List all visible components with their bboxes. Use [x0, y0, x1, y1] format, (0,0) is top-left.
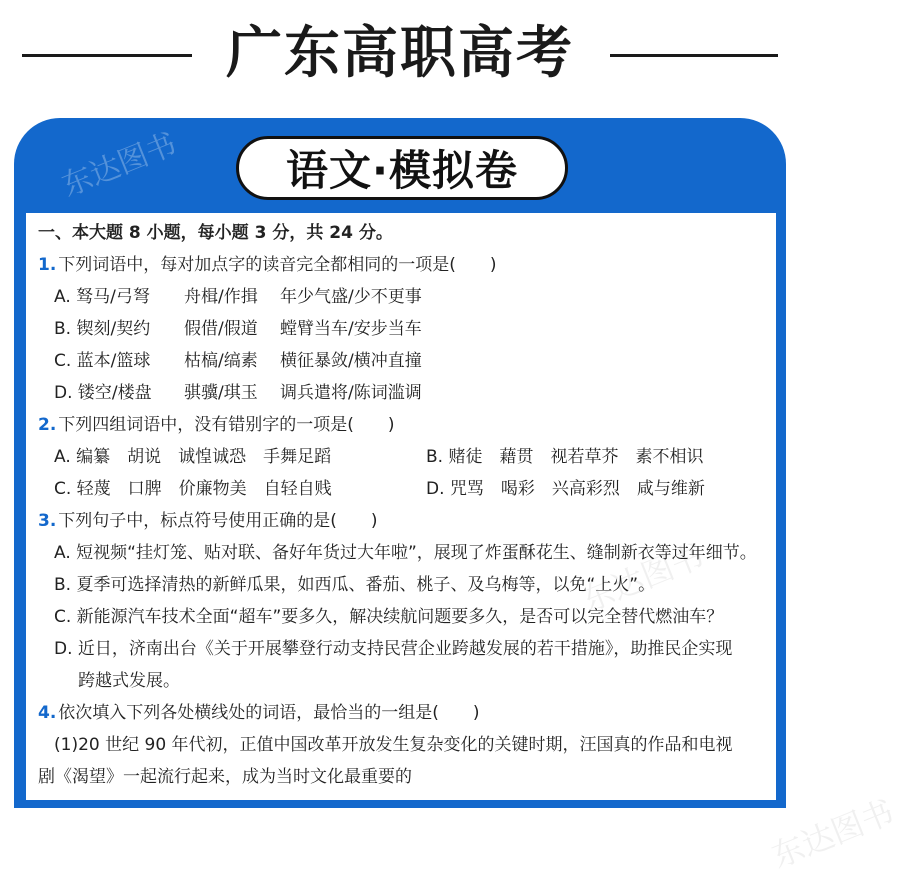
question-3-option-b: B. 夏季可选择清热的新鲜瓜果，如西瓜、番茄、桃子、及乌梅等，以免“上火”。 — [54, 575, 656, 595]
exam-type-badge — [236, 136, 568, 200]
option-cell: 调兵遣将/陈词滥调 — [280, 383, 422, 403]
option-cell: D. 咒骂 喝彩 兴高彩烈 咸与维新 — [426, 479, 705, 499]
question-4-line-1: (1)20 世纪 90 年代初，正值中国改革开放发生复杂变化的关键时期，汪国真的作品和电视 — [54, 735, 733, 755]
question-3-option-c: C. 新能源汽车技术全面“超车”要多久，解决续航问题要多久，是否可以完全替代燃油车？ — [54, 607, 724, 627]
question-2-stem — [38, 409, 774, 441]
question-content — [38, 217, 774, 793]
question-text: 下列句子中，标点符号使用正确的是( ) — [58, 511, 378, 531]
option-cell: 年少气盛/少不更事 — [280, 287, 422, 307]
exam-paper — [26, 213, 900, 876]
question-3-option-a: A. 短视频“挂灯笼、贴对联、备好年货过大年啦”，展现了炸蛋酥花生、缝制新衣等过年细节。 — [54, 543, 757, 563]
option-cell: B. 赌徒 藉贯 视若草芥 素不相识 — [426, 447, 704, 467]
question-2-options-ab — [38, 441, 774, 473]
option-cell: C. 蓝本/篮球 — [54, 351, 151, 371]
question-1-stem — [38, 249, 774, 281]
header-rule-right — [610, 54, 778, 57]
question-4-stem — [38, 697, 774, 729]
watermark: 东达图书 — [766, 792, 900, 876]
question-1-option-a — [38, 281, 774, 313]
section-heading: 一、本大题 8 小题，每小题 3 分，共 24 分。 — [38, 223, 393, 243]
question-number: 3. — [38, 511, 57, 531]
watermark: 东达图书 — [57, 126, 182, 204]
badge-label: 语文·模拟卷 — [286, 146, 518, 195]
option-cell: 横征暴敛/横冲直撞 — [280, 351, 422, 371]
option-cell: 舟楫/作揖 — [184, 287, 258, 307]
page-title: 广东高职高考 — [226, 21, 574, 86]
question-1-option-c — [38, 345, 774, 377]
watermark: 东达图书 — [576, 536, 710, 620]
question-3-option-d: D. 近日，济南出台《关于开展攀登行动支持民营企业跨越发展的若干措施》，助推民企实现 — [54, 639, 733, 659]
question-1-option-d — [38, 377, 774, 409]
question-number: 1. — [38, 255, 57, 275]
option-cell: A. 驽马/弓弩 — [54, 287, 150, 307]
option-cell: 假借/假道 — [184, 319, 258, 339]
question-text: 依次填入下列各处横线处的词语，最恰当的一组是( ) — [58, 703, 480, 723]
option-cell: A. 编纂 胡说 诚惶诚恐 手舞足蹈 — [54, 447, 332, 467]
header-rule-left — [22, 54, 192, 57]
question-1-option-b — [38, 313, 774, 345]
question-2-options-cd — [38, 473, 774, 505]
option-cell: D. 镂空/楼盘 — [54, 383, 152, 403]
question-3-option-d-cont: 跨越式发展。 — [78, 671, 180, 691]
option-cell: C. 轻蔑 口脾 价廉物美 自轻自贱 — [54, 479, 332, 499]
question-text: 下列词语中，每对加点字的读音完全都相同的一项是( ) — [58, 255, 497, 275]
question-text: 下列四组词语中，没有错别字的一项是( ) — [58, 415, 395, 435]
option-cell: B. 锲刻/契约 — [54, 319, 151, 339]
question-number: 2. — [38, 415, 57, 435]
option-cell: 枯槁/缟素 — [184, 351, 258, 371]
question-4-line-2: 剧《渴望》一起流行起来，成为当时文化最重要的 — [38, 767, 412, 787]
question-number: 4. — [38, 703, 57, 723]
question-3-stem — [38, 505, 774, 537]
option-cell: 骐骥/琪玉 — [184, 383, 258, 403]
option-cell: 螳臂当车/安步当车 — [280, 319, 422, 339]
